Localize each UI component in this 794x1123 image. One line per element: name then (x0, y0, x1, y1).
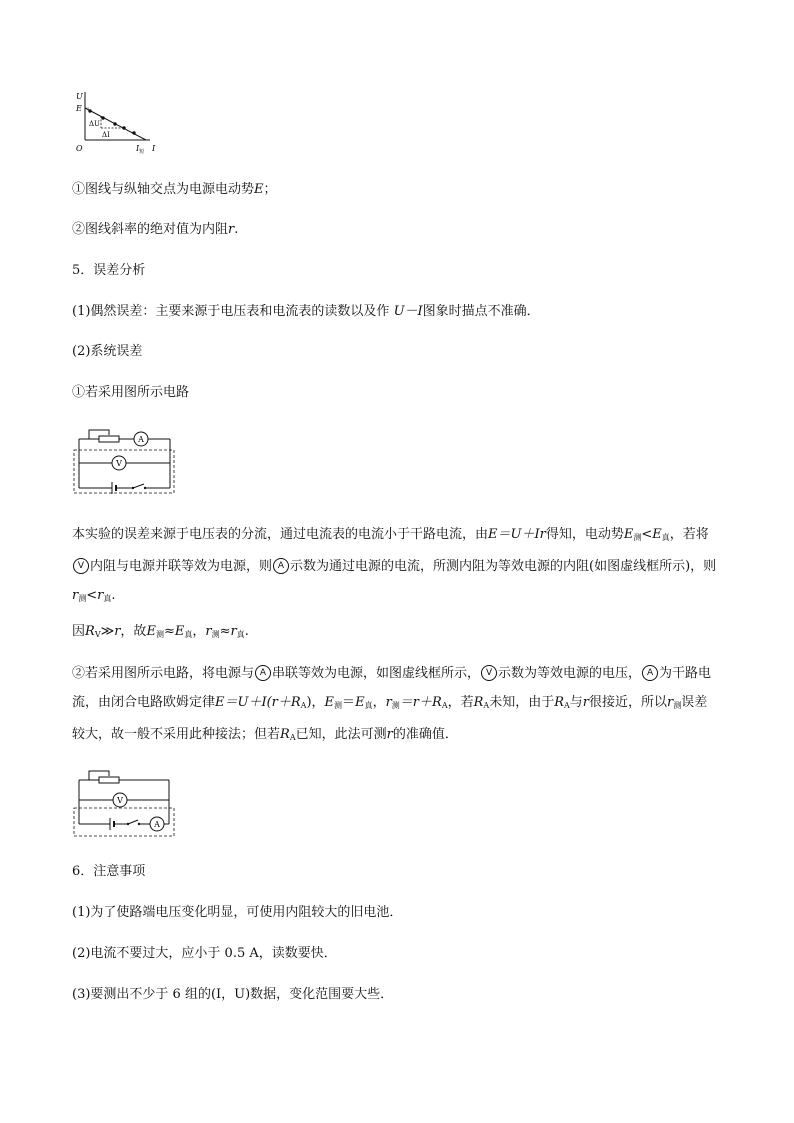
axis-u-label: U (76, 92, 83, 101)
delta-u-label: ΔU (89, 120, 100, 128)
data-point (132, 131, 135, 134)
section6-heading: 6．注意事项 (72, 864, 146, 879)
note-item: (3)要测出不少于 6 组的(I，U)数据，变化范围要大些． (72, 987, 394, 1002)
case1-intro: ①若采用图所示电路 (72, 385, 190, 400)
axis-e-label: E (76, 104, 82, 113)
circuit-diagram-2 (72, 766, 182, 838)
rheostat (99, 436, 119, 442)
data-point (122, 126, 125, 129)
circuit-diagram-1 (72, 424, 182, 496)
switch (133, 484, 144, 488)
i-short-label: $I_短$ (136, 144, 145, 155)
voltmeter-symbol: V (73, 558, 89, 574)
origin-label: O (76, 144, 83, 153)
note-item: (2)电流不要过大，应小于 0.5 A，读数要快． (72, 946, 337, 961)
data-point (101, 116, 104, 119)
ammeter-label: A (154, 820, 160, 829)
section5-heading: 5．误差分析 (72, 263, 146, 278)
data-point (113, 122, 116, 125)
case1-paragraph: 本实验的误差来源于电压表的分流，通过电流表的电流小于干路电流，由E＝U＋Ir得知，电动势$E_测<E_真$，若将V 内阻与电源并联等效为电源，则 A 示数为通过电源的电流，所测内阻为等效电源的内阻(如图虚线框所示)，则$r_测<r_真$. (72, 527, 717, 603)
switch (128, 820, 138, 824)
intercept-line: ①图线与纵轴交点为电源电动势E； (72, 182, 277, 197)
rheostat (99, 777, 119, 783)
ammeter-symbol: A (255, 665, 271, 681)
u-i-graph (72, 88, 162, 158)
note-item: (1)为了使路端电压变化明显，可使用内阻较大的旧电池． (72, 905, 403, 920)
voltmeter-symbol: V (481, 665, 497, 681)
data-point (88, 109, 91, 112)
systematic-error-heading: (2)系统误差 (72, 344, 143, 359)
random-error-line: (1)偶然误差：主要来源于电压表和电流表的读数以及作 U－I图象时描点不准确． (72, 304, 540, 319)
axis-i-label: I (152, 144, 156, 153)
case2-paragraph: ②若采用图所示电路，将电源与 A 串联等效为电源，如图虚线框所示， V 示数为等效电源的电压， A 为干路电流，由闭合电路欧姆定律$E=U+I(r+R_A)$，$E_测=E_真$，$r_测=r+R_A$，若$R_A$未知，由于$R_A$与r很接近，所以$r_测$误差较大，故一般不采用此种接法；但若$R_A$已知，此法可测r的准确值． (72, 666, 712, 742)
delta-i-label: ΔI (102, 131, 110, 139)
voltmeter-label: V (116, 459, 122, 468)
dashed-frame (74, 450, 174, 493)
ammeter-label: A (138, 435, 144, 444)
voltmeter-label: V (117, 796, 123, 805)
case1-conclusion: 因$R_V≫r$，故$E_测\approx E_真$，$r_测\approx r_真$. (72, 624, 249, 639)
ammeter-symbol: A (273, 558, 289, 574)
slope-line: ②图线斜率的绝对值为内阻r. (72, 222, 239, 237)
ammeter-symbol: A (642, 665, 658, 681)
